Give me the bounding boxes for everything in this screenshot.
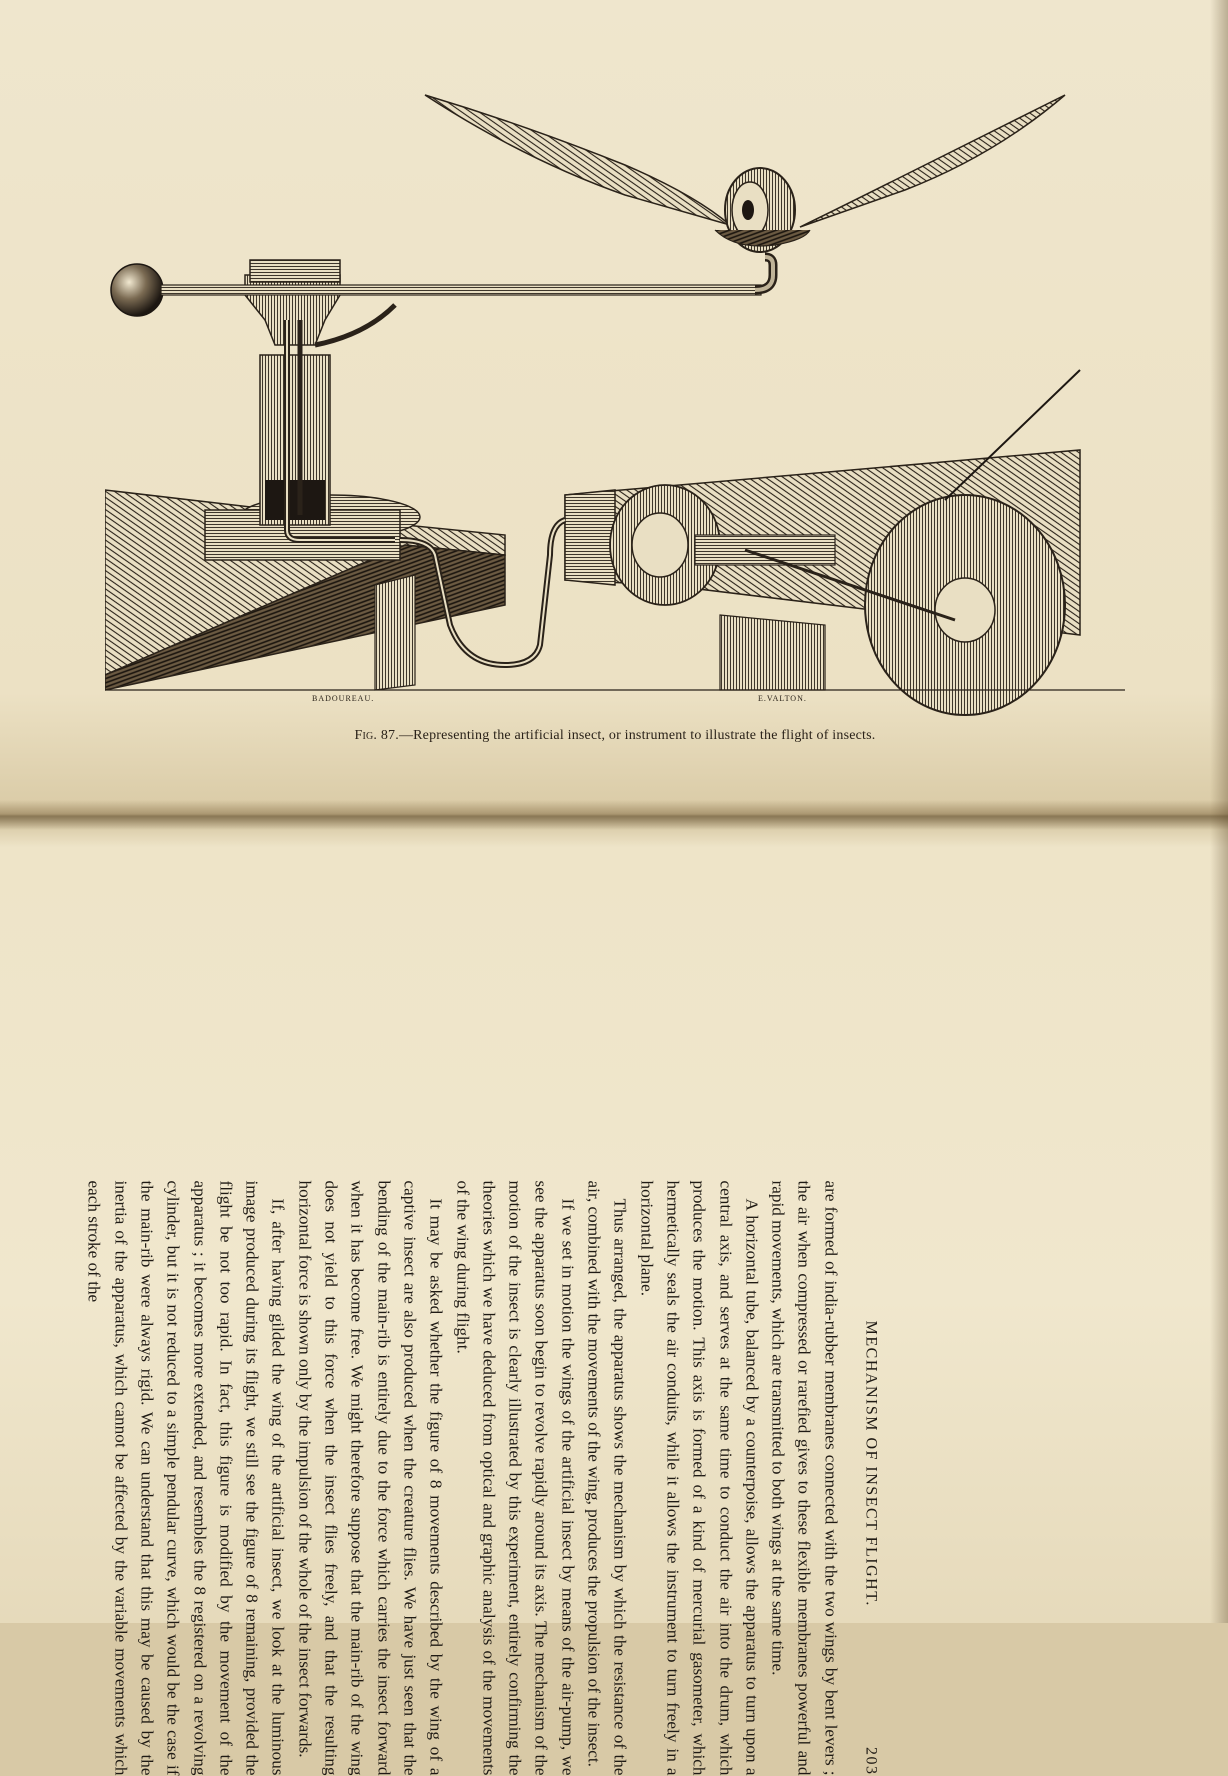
paragraph: A horizontal tube, balanced by a counterpoise, allows the apparatus to turn upon a central axis, and serves at the same time to conduct the air into the drum, which produces the motion. This axis is formed of a kind of mercurial gasometer, which hermetically seals the air conduits, while it allows the instrument to turn freely in a horizontal plane. <box>637 1180 762 1776</box>
engraver-signature-left: BADOUREAU. <box>312 694 375 703</box>
artificial-insect <box>425 95 1065 252</box>
running-header <box>857 1181 883 1776</box>
paragraph: Thus arranged, the apparatus shows the mechanism by which the resistance of the air, combined with the movements of the wing, produces the propulsion of the insect. <box>584 1180 630 1776</box>
rotated-text-page <box>0 1181 884 1776</box>
book-gutter <box>0 800 1228 830</box>
figure-label: Fig. 87. <box>354 728 399 743</box>
paragraph: If we set in motion the wings of the artificial insect by means of the air-pump, we see the apparatus soon begin to revolve rapidly around its axis. The mechanism of the motion of the insect is clearly illustrated by this experiment, entirely confirming the theories which we have deduced from optical and graphic analysis of the movements of the wing during flight. <box>453 1180 578 1776</box>
engraver-signature-right: E.VALTON. <box>758 694 807 703</box>
page-number: 203 <box>862 1747 880 1776</box>
running-head-title: MECHANISM OF INSECT FLIGHT. <box>862 1320 880 1607</box>
paragraph: If, after having gilded the wing of the artificial insect, we look at the luminous image produced during its flight, we still see the figure of 8 remaining, provided the flight be not too rapid. In fact, this figure is modified by the movement of the apparatus ; it becomes more extended, and resembles the 8 registered on a revolving cylinder, but it is not reduced to a simple pendular curve, which would be the case if the main-rib were always rigid. We can understand that this may be caused by the inertia of the apparatus, which cannot be affected by the variable movements which each stroke of the <box>84 1180 288 1776</box>
figure-caption <box>150 728 1080 744</box>
gasometer-stand <box>205 260 420 560</box>
figure-caption-text: —Representing the artificial insect, or instrument to illustrate the flight of insects. <box>398 728 876 743</box>
balance-tube <box>111 257 773 316</box>
paragraph: It may be asked whether the figure of 8 movements described by the wing of a captive insect are also produced when the creature flies. We have just seen that the bending of the main-rib is entirely due to the force which carries the insect forward when it has become free. We might therefore suppose that the main-rib of the wing does not yield to this force when the insect flies freely, and that the resulting horizontal force is shown only by the impulsion of the whole of the insect forwards. <box>295 1180 446 1776</box>
page-edge-shadow <box>1210 0 1228 1623</box>
paragraph: are formed of india-rubber membranes connected with the two wings by bent levers ; the air when compressed or rarefied gives to these flexible membranes powerful and rapid movements, which are transmitted to both wings at the same time. <box>768 1180 841 1776</box>
figure-87-engraving <box>105 85 1125 720</box>
